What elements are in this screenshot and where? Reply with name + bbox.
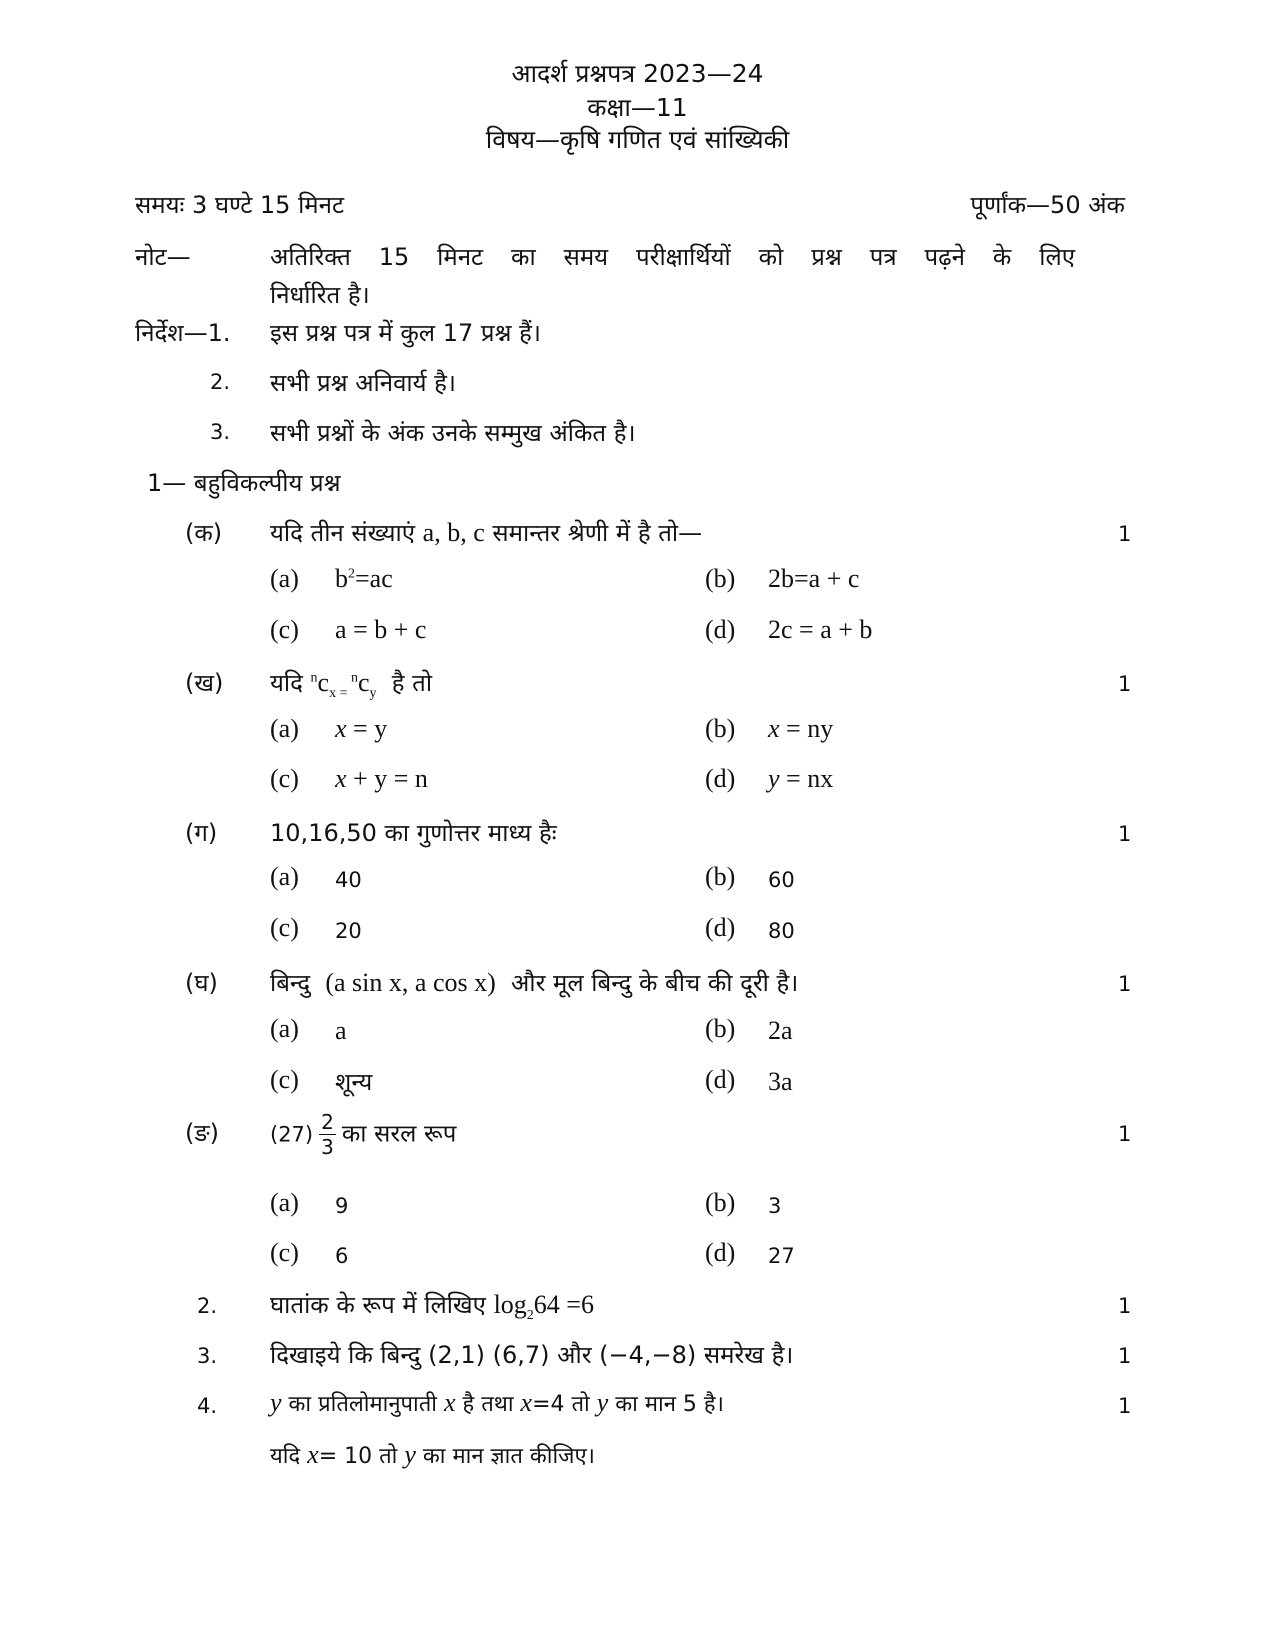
question-ka-text: यदि तीन संख्याएं a, b, c समान्तर श्रेणी में है तो— bbox=[270, 518, 703, 547]
question-gha-option-a: a bbox=[335, 1016, 347, 1045]
question-gha-option-c: शून्य bbox=[335, 1068, 373, 1096]
question-ga-option-a-label: (a) bbox=[270, 862, 299, 891]
question-gha-option-d: 3a bbox=[768, 1067, 793, 1096]
question-ga-option-c-label: (c) bbox=[270, 913, 299, 942]
question-kha-option-a-label: (a) bbox=[270, 714, 299, 743]
question-nga-mark: 1 bbox=[1118, 1122, 1132, 1146]
question-nga-option-b-label: (b) bbox=[705, 1188, 736, 1217]
question-ka-option-b-label: (b) bbox=[705, 564, 736, 593]
question-ka-label: (क) bbox=[185, 519, 223, 547]
class-line: कक्षा—11 bbox=[587, 93, 688, 122]
question-ga-option-b: 60 bbox=[768, 868, 795, 892]
question-kha-option-c-label: (c) bbox=[270, 764, 299, 793]
question-gha-mark: 1 bbox=[1118, 972, 1132, 996]
question-2-number: 2. bbox=[197, 1294, 218, 1318]
question-4-number: 4. bbox=[197, 1394, 218, 1418]
paper-title: आदर्श प्रश्नपत्र 2023—24 bbox=[511, 59, 764, 88]
question-ka-option-d-label: (d) bbox=[705, 615, 736, 644]
question-2-mark: 1 bbox=[1118, 1294, 1132, 1318]
question-kha-option-b-label: (b) bbox=[705, 714, 736, 743]
question-ga-option-c: 20 bbox=[335, 919, 362, 943]
question-ga-option-d-label: (d) bbox=[705, 913, 736, 942]
question-kha-option-a: x = y bbox=[335, 714, 388, 743]
question-gha-option-c-label: (c) bbox=[270, 1065, 299, 1094]
subject-line: विषय—कृषि गणित एवं सांख्यिकी bbox=[485, 125, 790, 154]
question-nga-label: (ङ) bbox=[185, 1119, 220, 1147]
question-ga-option-a: 40 bbox=[335, 868, 362, 892]
question-gha-text: बिन्दु (a sin x, a cos x) और मूल बिन्दु के बीच की दूरी है। bbox=[270, 968, 799, 997]
instruction-3: सभी प्रश्नों के अंक उनके सम्मुख अंकित है। bbox=[270, 419, 636, 447]
note-line-1: अतिरिक्त 15 मिनट का समय परीक्षार्थियों को प्रश्न पत्र पढ़ने के लिए bbox=[270, 243, 1075, 271]
question-ga-mark: 1 bbox=[1118, 822, 1132, 846]
question-kha-option-d: y = nx bbox=[768, 764, 834, 793]
question-ga-option-d: 80 bbox=[768, 919, 795, 943]
question-2-text: घातांक के रूप में लिखिए $\log_264 =6$ bbox=[270, 1290, 594, 1324]
question-nga-option-a: 9 bbox=[335, 1194, 349, 1218]
question-kha-option-d-label: (d) bbox=[705, 764, 736, 793]
question-ga-text: 10,16,50 का गुणोत्तर माध्य हैः bbox=[270, 819, 557, 847]
time-allowed: समयः 3 घण्टे 15 मिनट bbox=[135, 191, 345, 219]
question-kha-text: यदि $^nc_x$ $_=$ $^nc_y$ है तो bbox=[270, 668, 433, 702]
question-gha-option-d-label: (d) bbox=[705, 1065, 736, 1094]
question-kha-label: (ख) bbox=[185, 669, 224, 697]
question-gha-option-a-label: (a) bbox=[270, 1014, 299, 1043]
question-gha-option-b-label: (b) bbox=[705, 1014, 736, 1043]
question-ka-mark: 1 bbox=[1118, 522, 1132, 546]
question-nga-option-c-label: (c) bbox=[270, 1238, 299, 1267]
question-ga-option-b-label: (b) bbox=[705, 862, 736, 891]
instruction-1: इस प्रश्न पत्र में कुल 17 प्रश्न हैं। bbox=[270, 319, 541, 347]
question-gha-option-b: 2a bbox=[768, 1016, 793, 1045]
question-kha-option-c: x + y = n bbox=[335, 764, 428, 793]
question-kha-mark: 1 bbox=[1118, 672, 1132, 696]
question-ka-option-a: $b^2=ac$ bbox=[335, 564, 393, 593]
question-nga-option-a-label: (a) bbox=[270, 1188, 299, 1217]
instruction-2: सभी प्रश्न अनिवार्य है। bbox=[270, 369, 457, 397]
question-nga-option-d: 27 bbox=[768, 1244, 795, 1268]
question-3-mark: 1 bbox=[1118, 1344, 1132, 1368]
question-3-number: 3. bbox=[197, 1344, 218, 1368]
question-ka-option-a-label: (a) bbox=[270, 564, 299, 593]
instruction-2-number: 2. bbox=[210, 370, 231, 394]
question-4-mark: 1 bbox=[1118, 1394, 1132, 1418]
instructions-label: निर्देश—1. bbox=[135, 319, 231, 347]
question-nga-option-d-label: (d) bbox=[705, 1238, 736, 1267]
question-ka-option-d: 2c = a + b bbox=[768, 615, 873, 644]
question-ka-option-b: 2b=a + c bbox=[768, 564, 860, 593]
section-1-title: 1— बहुविकल्पीय प्रश्न bbox=[147, 469, 341, 497]
question-nga-option-c: 6 bbox=[335, 1244, 349, 1268]
question-3-text: दिखाइये कि बिन्दु (2,1) (6,7) और (−4,−8) समरेख है। bbox=[270, 1341, 794, 1369]
question-kha-option-b: x = ny bbox=[768, 714, 834, 743]
question-ga-label: (ग) bbox=[185, 819, 218, 847]
note-label: नोट— bbox=[135, 243, 191, 271]
fraction-two-thirds: $\frac{2}{3}$ bbox=[321, 1110, 334, 1159]
question-4-line-2: यदि x= 10 तो y का मान ज्ञात कीजिए। bbox=[270, 1440, 595, 1469]
question-ka-option-c: a = b + c bbox=[335, 615, 427, 644]
question-4-text: y का प्रतिलोमानुपाती x है तथा x=4 तो y का मान 5 है। bbox=[270, 1388, 724, 1417]
question-nga-text: (27) $\frac{2}{3}$ का सरल रूप bbox=[270, 1110, 457, 1159]
instruction-3-number: 3. bbox=[210, 420, 231, 444]
question-nga-option-b: 3 bbox=[768, 1194, 782, 1218]
question-ka-option-c-label: (c) bbox=[270, 615, 299, 644]
note-line-2: निर्धारित है। bbox=[270, 281, 370, 309]
question-gha-label: (घ) bbox=[185, 969, 218, 997]
max-marks: पूर्णांक—50 अंक bbox=[970, 191, 1125, 219]
